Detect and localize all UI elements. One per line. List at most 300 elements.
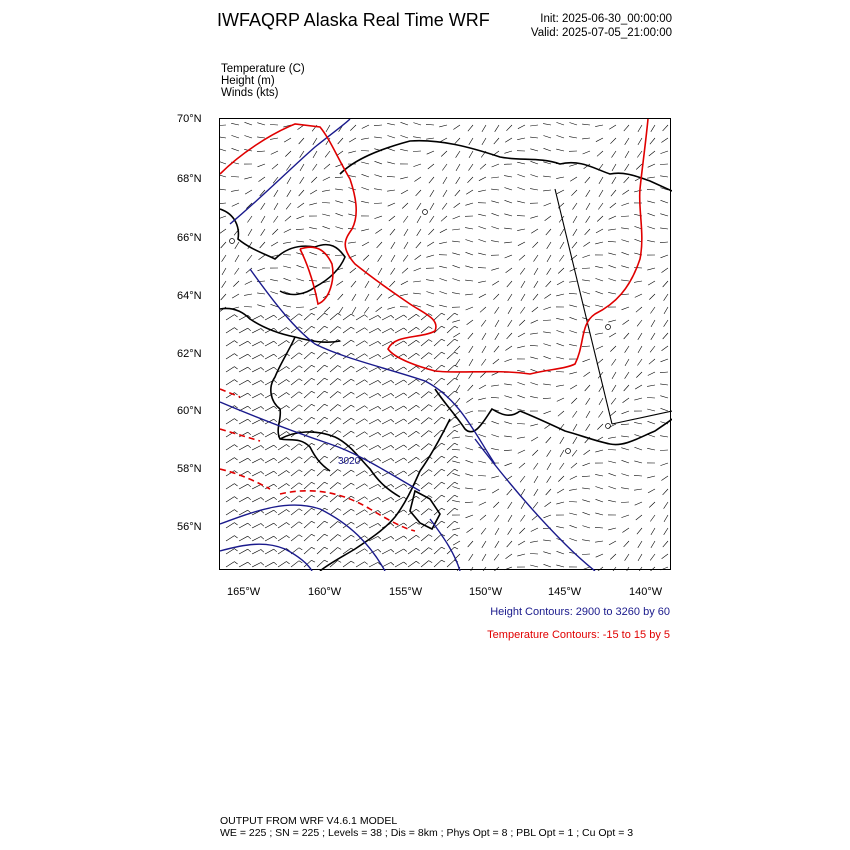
wind-barb	[609, 216, 616, 219]
wind-barb	[261, 203, 265, 210]
lat-label: 62°N	[177, 348, 202, 360]
wind-barb	[326, 125, 330, 132]
wind-barb	[517, 201, 525, 203]
wind-barb	[621, 216, 629, 217]
wind-barb	[285, 151, 291, 157]
wind-barb	[491, 227, 499, 230]
wind-barb	[296, 229, 304, 230]
wind-barb	[441, 151, 447, 157]
wind-barb	[651, 541, 655, 548]
wind-barb	[239, 484, 251, 489]
wind-barb	[518, 395, 526, 398]
wind-barb	[466, 307, 473, 310]
wind-barb	[382, 497, 394, 502]
wind-barb	[649, 359, 655, 364]
wind-barb	[625, 164, 629, 171]
model-footer	[220, 815, 633, 839]
wind-barb	[493, 502, 499, 508]
wind-barb	[245, 122, 253, 125]
wind-barb	[395, 549, 407, 554]
wind-barb	[608, 320, 616, 322]
wind-barb	[582, 346, 590, 347]
wind-barb	[426, 255, 434, 257]
wind-barb	[430, 190, 434, 197]
wind-barb	[244, 307, 252, 308]
wind-barb	[520, 307, 525, 314]
wind-barb	[612, 151, 617, 158]
wind-barb	[608, 486, 616, 489]
wind-barb	[609, 541, 616, 545]
wind-barb	[597, 567, 603, 571]
wind-barb	[495, 307, 500, 314]
wind-barb	[343, 470, 354, 476]
wind-barb	[507, 541, 512, 547]
wind-barb	[244, 177, 252, 179]
wind-barb	[621, 280, 629, 281]
wind-barb	[311, 177, 317, 183]
wind-barb	[220, 125, 226, 126]
wind-barb	[506, 268, 512, 273]
wind-barb	[624, 541, 629, 547]
wind-barb	[426, 138, 434, 139]
wind-barb	[356, 445, 368, 450]
wind-barb	[278, 484, 290, 490]
wind-barb	[481, 567, 486, 571]
wind-barb	[395, 562, 407, 567]
wind-barb	[531, 161, 539, 164]
wind-barb	[434, 313, 445, 320]
field-winds: Winds (kts)	[221, 87, 279, 99]
wind-barb	[520, 515, 525, 522]
wind-barb	[453, 473, 461, 476]
wind-barb	[395, 458, 407, 463]
wind-barb	[434, 417, 445, 424]
wind-barb	[317, 534, 328, 541]
wind-barb	[239, 445, 251, 450]
wind-barb	[336, 281, 343, 286]
wind-barb	[660, 164, 668, 165]
wind-barb	[651, 320, 655, 327]
wind-barb	[492, 213, 500, 216]
wind-barb	[421, 444, 432, 450]
wind-barb	[369, 484, 381, 489]
lon-label: 150°W	[469, 586, 503, 598]
wind-barb	[362, 174, 370, 177]
wind-barb	[504, 176, 512, 177]
wind-barb	[660, 242, 668, 243]
wind-barb	[221, 242, 226, 248]
wind-barb	[504, 359, 512, 362]
wind-barb	[557, 551, 565, 554]
wind-barb	[582, 540, 590, 541]
wind-barb	[621, 488, 629, 489]
wind-barb	[637, 528, 642, 534]
wind-barb	[220, 189, 226, 190]
wind-barb	[664, 320, 668, 327]
wind-barb	[482, 541, 486, 548]
wind-barb	[382, 458, 394, 463]
wind-barb	[469, 359, 473, 366]
wind-barb	[456, 177, 460, 184]
wind-barb	[430, 216, 435, 223]
wind-barb	[304, 391, 315, 398]
wind-barb	[582, 138, 590, 139]
wind-barb	[530, 149, 538, 151]
wind-barb	[388, 203, 395, 206]
wind-barb	[408, 561, 420, 567]
wind-barb	[401, 190, 408, 194]
wind-barb	[661, 138, 668, 143]
wind-barb	[226, 471, 238, 476]
wind-barb	[504, 450, 512, 451]
wind-barb	[395, 328, 407, 333]
wind-barb	[584, 450, 591, 455]
wind-barb	[270, 292, 278, 295]
wind-barb	[304, 365, 315, 372]
wind-barb	[434, 339, 445, 346]
wind-barb	[291, 496, 302, 502]
wind-barb	[543, 320, 551, 321]
wind-barb	[271, 242, 278, 246]
wind-barb	[530, 541, 538, 542]
wind-barb	[569, 123, 577, 126]
wind-barb	[252, 472, 264, 477]
wind-barb	[252, 563, 264, 568]
wind-barb	[270, 279, 278, 281]
wind-barb	[278, 536, 290, 542]
wind-barb	[382, 510, 394, 515]
wind-barb	[265, 406, 277, 411]
wind-barb	[469, 151, 473, 158]
wind-barb	[439, 291, 447, 294]
coast-north-slope	[340, 141, 672, 191]
wind-barb	[530, 175, 538, 178]
wind-barb	[309, 203, 317, 205]
wind-barb	[481, 528, 486, 534]
wind-barb	[557, 190, 564, 194]
wind-barb	[239, 341, 251, 346]
wind-barb	[608, 241, 616, 242]
wind-barb	[395, 406, 407, 411]
wind-barb	[637, 151, 642, 158]
wind-barb	[434, 560, 445, 567]
wind-barb	[239, 497, 251, 502]
wind-barb	[439, 266, 447, 268]
wind-barb	[559, 255, 564, 262]
wind-barb	[456, 164, 460, 171]
wind-barb	[365, 281, 369, 288]
wind-barb	[260, 242, 265, 248]
wind-barb	[582, 488, 590, 489]
wind-barb	[582, 124, 590, 125]
wind-barb	[621, 228, 629, 229]
wind-barb	[468, 125, 473, 131]
wind-barb	[491, 201, 499, 203]
wind-barb	[482, 346, 486, 353]
wind-barb	[534, 476, 538, 483]
wind-barb	[350, 125, 356, 131]
wind-barb	[570, 525, 578, 528]
wind-barb	[239, 367, 251, 372]
wind-barb	[417, 229, 421, 236]
wind-barb	[416, 242, 421, 248]
field-height: Height (m)	[221, 75, 275, 87]
wind-barb	[586, 411, 590, 418]
wind-barb	[356, 497, 368, 502]
wind-barb	[545, 216, 551, 221]
wind-barb	[517, 382, 525, 385]
wind-barb	[560, 450, 564, 457]
wind-barb	[608, 437, 616, 438]
wind-barb	[416, 190, 421, 196]
valid-time: Valid: 2025-07-05_21:00:00	[530, 27, 672, 39]
wind-barb	[582, 280, 590, 281]
wind-barb	[479, 502, 486, 505]
wind-barb	[335, 177, 343, 178]
wind-barb	[258, 164, 266, 167]
wind-barb	[621, 424, 629, 425]
wind-barb	[447, 326, 458, 333]
wind-barb	[661, 255, 669, 258]
wind-barb	[428, 164, 434, 169]
wind-barb	[232, 294, 239, 298]
wind-barb	[317, 313, 328, 320]
wind-barb	[235, 255, 239, 262]
wind-barb	[582, 526, 590, 528]
wind-barb	[330, 418, 341, 425]
temperature-contours	[220, 119, 648, 531]
temperature-contour	[220, 389, 240, 397]
wind-barb	[572, 242, 577, 248]
wind-barb	[252, 407, 264, 412]
wind-barb	[495, 125, 499, 132]
wind-barb	[322, 239, 330, 242]
wind-barb	[421, 548, 432, 554]
wind-barb	[506, 125, 512, 131]
wind-barb	[647, 398, 655, 399]
wind-barb	[636, 307, 642, 312]
init-time: Init: 2025-06-30_00:00:00	[540, 13, 672, 25]
wind-barb	[582, 268, 590, 269]
wind-barb	[226, 367, 238, 372]
wind-barb	[395, 367, 407, 372]
wind-barb	[220, 161, 226, 164]
wind-barb	[544, 515, 552, 518]
wind-barb	[265, 484, 277, 489]
wind-barb	[491, 385, 499, 386]
wind-barb	[556, 122, 564, 125]
wind-barb	[508, 515, 512, 522]
wind-barb	[465, 474, 473, 476]
wind-barb	[534, 281, 538, 288]
wind-barb	[387, 123, 395, 125]
wind-barb	[443, 190, 447, 197]
wind-barb	[452, 229, 460, 230]
wind-barb	[479, 177, 486, 181]
wind-barb	[245, 281, 252, 285]
wind-barb	[447, 313, 458, 320]
wind-barb	[543, 307, 551, 310]
wind-barb	[530, 216, 538, 218]
wind-barb	[608, 500, 616, 502]
wind-barb	[265, 497, 277, 502]
wind-barb	[417, 216, 421, 223]
wind-barb	[466, 190, 473, 194]
wind-barb	[624, 125, 629, 131]
wind-barb	[452, 487, 460, 490]
wind-barb	[663, 125, 668, 131]
wind-barb	[361, 187, 369, 190]
wind-barb	[466, 515, 474, 518]
wind-barb	[382, 445, 394, 450]
wind-barb	[521, 281, 525, 288]
wind-barb	[356, 471, 368, 476]
wind-barb	[382, 562, 394, 567]
wind-barb	[439, 305, 447, 307]
wind-barb	[612, 385, 616, 392]
wind-barb	[495, 333, 499, 340]
wind-barb	[543, 124, 551, 125]
wind-barb	[408, 379, 420, 385]
wind-barb	[226, 484, 238, 489]
wind-barb	[647, 448, 655, 450]
lat-label: 58°N	[177, 463, 202, 475]
wind-barb	[231, 123, 239, 125]
wind-barb	[518, 242, 525, 246]
wind-barb	[465, 448, 473, 450]
wind-barb	[505, 463, 513, 466]
wind-barb	[291, 314, 302, 320]
wind-barb	[556, 294, 564, 296]
wind-barb	[226, 562, 238, 567]
wind-barb	[304, 326, 315, 333]
wind-barb	[466, 252, 474, 255]
wind-barb	[391, 242, 395, 249]
wind-barb	[482, 138, 486, 145]
wind-barb	[304, 469, 315, 476]
wind-barb	[261, 216, 265, 223]
wind-barb	[304, 456, 315, 463]
wind-barb	[661, 408, 669, 411]
wind-barb	[226, 354, 238, 359]
wind-barb	[252, 433, 264, 438]
wind-barb	[252, 498, 264, 503]
wind-barb	[530, 565, 538, 567]
wind-barb	[291, 444, 302, 450]
wind-barb	[343, 314, 354, 320]
wind-barb	[252, 550, 264, 555]
wind-barb	[447, 378, 458, 385]
wind-barb	[356, 315, 368, 320]
wind-barb	[482, 333, 486, 340]
wind-barb	[231, 177, 239, 178]
wind-barb	[400, 177, 408, 179]
wind-barb	[544, 148, 552, 151]
wind-barb	[374, 216, 382, 219]
wind-barb	[612, 177, 616, 184]
wind-barb	[400, 294, 408, 296]
wind-barb	[608, 253, 616, 255]
wind-barb	[382, 536, 394, 541]
wind-barb	[257, 151, 265, 152]
wind-barb	[395, 315, 407, 320]
wind-barb	[239, 458, 251, 463]
wind-barb	[414, 177, 421, 182]
wind-barb	[478, 214, 486, 216]
wind-barb	[478, 253, 486, 255]
wind-barb	[648, 164, 655, 167]
wind-barb	[635, 502, 642, 505]
wind-barb	[252, 381, 264, 386]
wind-barb	[569, 372, 577, 374]
wind-barb	[356, 419, 368, 424]
wind-barb	[356, 354, 368, 359]
wind-barb	[403, 255, 408, 261]
wind-barb	[361, 151, 369, 152]
wind-barb	[330, 535, 341, 542]
wind-barb	[571, 398, 577, 404]
wind-barb	[291, 353, 302, 359]
wind-barb	[300, 177, 304, 184]
wind-barb	[286, 203, 291, 209]
wind-barb	[447, 508, 458, 515]
wind-barb	[356, 341, 368, 346]
wind-barb	[452, 253, 460, 255]
wind-barb	[434, 495, 445, 502]
wind-barb	[291, 405, 302, 411]
field-list	[221, 63, 305, 99]
wind-barb	[608, 450, 616, 451]
wind-barb	[508, 528, 512, 535]
wind-barb	[389, 216, 395, 221]
wind-barb	[453, 541, 460, 545]
wind-barb	[661, 359, 669, 362]
wind-barb	[421, 392, 432, 398]
wind-barb	[291, 457, 302, 463]
wind-barb	[369, 393, 381, 398]
wind-barb	[408, 366, 420, 372]
wind-barb	[557, 489, 564, 493]
temperature-contour	[220, 429, 260, 441]
wind-barb	[343, 340, 354, 346]
wind-barb	[662, 346, 669, 351]
wind-barb	[625, 554, 629, 561]
wind-barb	[623, 398, 630, 403]
wind-barb	[391, 268, 396, 275]
wind-barb	[532, 450, 538, 456]
wind-barb	[596, 291, 604, 294]
wind-barb	[356, 393, 368, 398]
wind-barb	[330, 366, 341, 373]
wind-barb	[478, 461, 486, 463]
wind-barb	[637, 320, 642, 326]
wind-barb	[456, 359, 461, 366]
wind-barb	[343, 418, 354, 424]
wind-barb	[570, 476, 577, 480]
wind-barb	[466, 398, 473, 403]
wind-barb	[375, 229, 382, 234]
wind-barb	[453, 333, 460, 337]
wind-barb	[270, 138, 278, 139]
wind-barb	[330, 548, 341, 555]
wind-barb	[343, 379, 354, 385]
station-marker	[230, 239, 235, 244]
wind-barb	[414, 268, 421, 271]
wind-barb	[468, 385, 473, 391]
wind-barb	[519, 255, 525, 260]
wind-barb	[369, 445, 381, 450]
wind-barb	[440, 229, 447, 233]
